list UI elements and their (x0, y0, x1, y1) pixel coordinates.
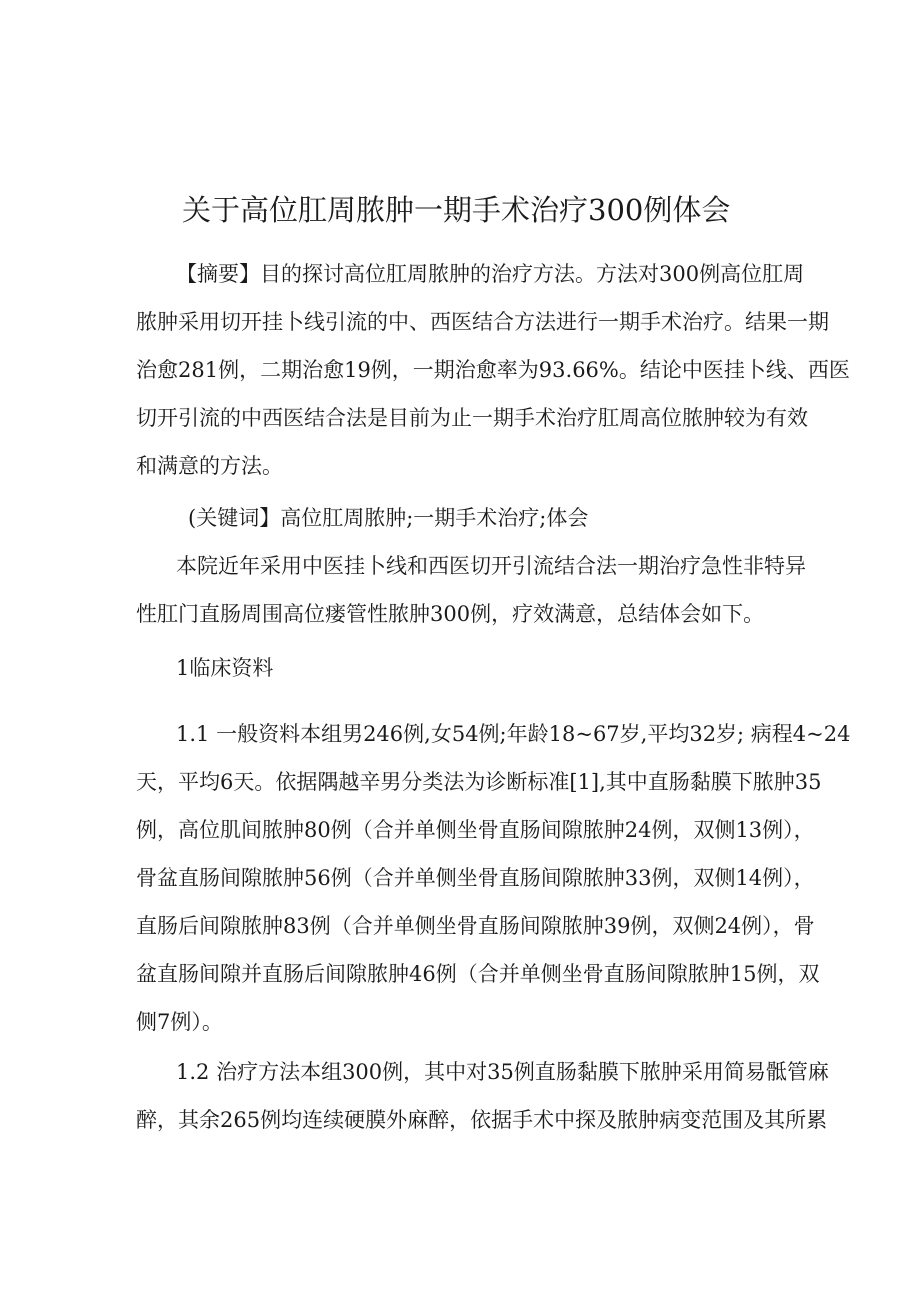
keywords-line: (关键词】高位肛周脓肿;一期手术治疗;体会 (188, 506, 589, 530)
section-heading-clinical-data: 1临床资料 (176, 656, 274, 680)
abstract-line-5: 和满意的方法。 (136, 454, 283, 478)
section-1-2-line-1: 1.2 治疗方法本组300例，其中对35例直肠黏膜下脓肿采用简易骶管麻 (176, 1060, 829, 1084)
abstract-line-3: 治愈281例，二期治愈19例，一期治愈率为93.66%。结论中医挂卜线、西医 (136, 358, 850, 382)
intro-line-1: 本院近年采用中医挂卜线和西医切开引流结合法一期治疗急性非特异 (176, 554, 806, 578)
abstract-line-4: 切开引流的中西医结合法是目前为止一期手术治疗肛周高位脓肿较为有效 (136, 406, 808, 430)
section-1-1-line-4: 骨盆直肠间隙脓肿56例（合并单侧坐骨直肠间隙脓肿33例，双侧14例）， (136, 866, 815, 890)
section-1-1-line-1: 1.1 一般资料本组男246例,女54例;年龄18~67岁,平均32岁; 病程4~24 (176, 722, 851, 746)
abstract-line-1: 【摘要】目的探讨高位肛周脓肿的治疗方法。方法对300例高位肛周 (176, 262, 805, 286)
section-1-1-line-5: 直肠后间隙脓肿83例（合并单侧坐骨直肠间隙脓肿39例，双侧24例），骨 (136, 914, 815, 938)
section-1-2-line-2: 醉，其余265例均连续硬膜外麻醉，依据手术中探及脓肿病变范围及其所累 (136, 1108, 828, 1132)
section-1-1-line-2: 天，平均6天。依据隅越辛男分类法为诊断标准[1],其中直肠黏膜下脓肿35 (136, 770, 822, 794)
intro-line-2: 性肛门直肠周围高位瘘管性脓肿300例，疗效满意，总结体会如下。 (136, 602, 765, 626)
section-1-1-line-7: 侧7例）。 (136, 1010, 223, 1034)
section-1-1-line-3: 例，高位肌间脓肿80例（合并单侧坐骨直肠间隙脓肿24例，双侧13例）， (136, 818, 815, 842)
section-1-1-line-6: 盆直肠间隙并直肠后间隙脓肿46例（合并单侧坐骨直肠间隙脓肿15例，双 (136, 962, 820, 986)
abstract-line-2: 脓肿采用切开挂卜线引流的中、西医结合方法进行一期手术治疗。结果一期 (136, 310, 829, 334)
document-title: 关于高位肛周脓肿一期手术治疗300例体会 (182, 193, 731, 227)
